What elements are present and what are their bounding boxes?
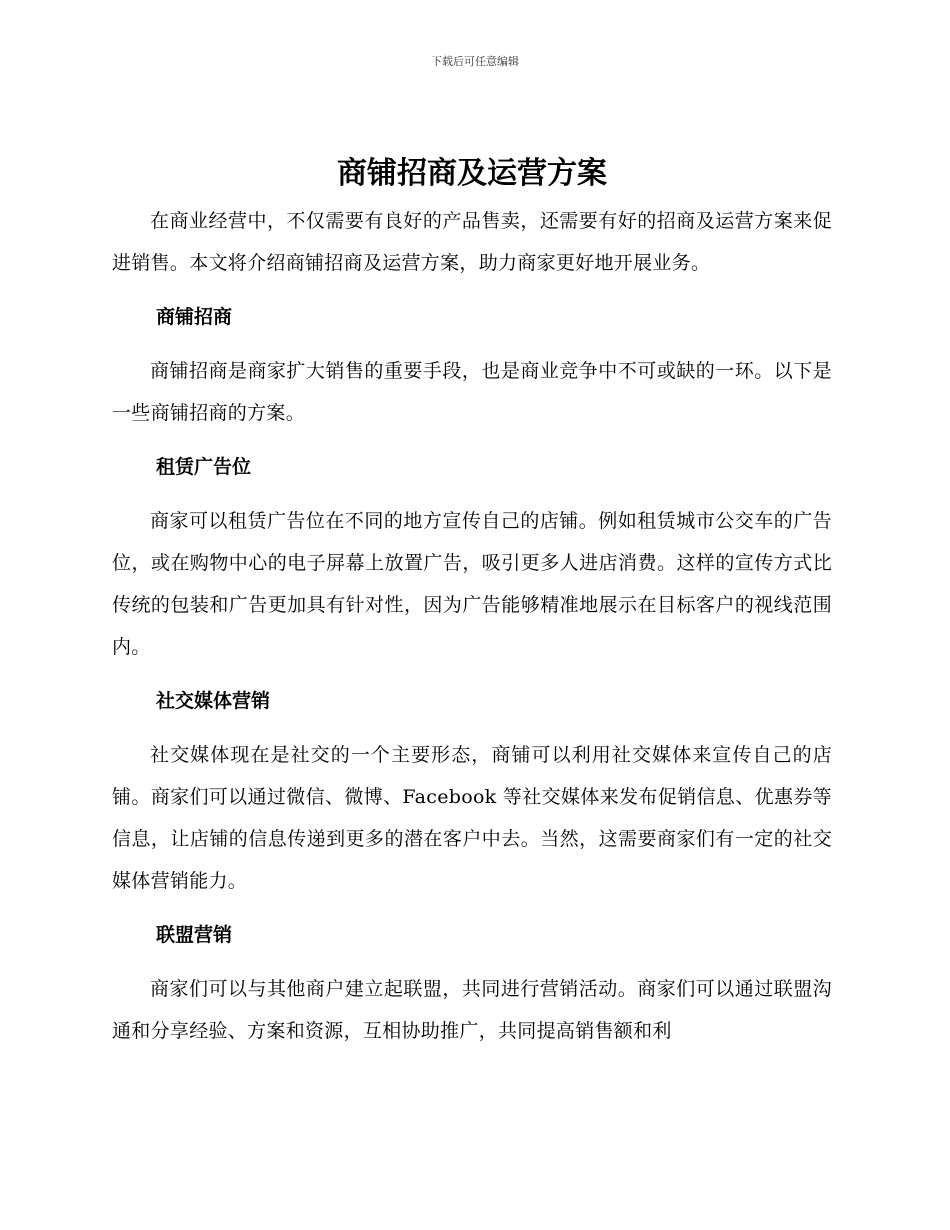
section-body-ad-rental: 商家可以租赁广告位在不同的地方宣传自己的店铺。例如租赁城市公交车的广告位，或在购物中心的电子屏幕上放置广告，吸引更多人进店消费。这样的宣传方式比传统的包装和广告更加具有针对性，因为广告能够精准地展示在目标客户的视线范围内。	[112, 510, 832, 658]
document-title: 商铺招商及运营方案	[337, 156, 607, 191]
section-heading-ad-rental: 租赁广告位	[156, 456, 252, 478]
section-heading-social-media: 社交媒体营销	[156, 690, 271, 712]
intro-paragraph: 在商业经营中，不仅需要有良好的产品售卖，还需要有好的招商及运营方案来促进销售。本文将介绍商铺招商及运营方案，助力商家更好地开展业务。	[112, 210, 832, 274]
section-heading-alliance-marketing: 联盟营销	[156, 924, 233, 946]
document-body	[112, 152, 832, 1052]
section-heading-merchant-recruitment: 商铺招商	[156, 306, 233, 328]
page-header: 下载后可任意编辑	[431, 55, 519, 68]
section-body-merchant-recruitment: 商铺招商是商家扩大销售的重要手段，也是商业竞争中不可或缺的一环。以下是一些商铺招商的方案。	[112, 360, 832, 424]
section-body-social-media: 社交媒体现在是社交的一个主要形态，商铺可以利用社交媒体来宣传自己的店铺。商家们可以通过微信、微博、Facebook 等社交媒体来发布促销信息、优惠券等信息，让店铺的信息传递到更多的潜在客户中去。当然，这需要商家们有一定的社交媒体营销能力。	[112, 744, 832, 892]
section-body-alliance-marketing: 商家们可以与其他商户建立起联盟，共同进行营销活动。商家们可以通过联盟沟通和分享经验、方案和资源，互相协助推广，共同提高销售额和利	[112, 978, 832, 1042]
